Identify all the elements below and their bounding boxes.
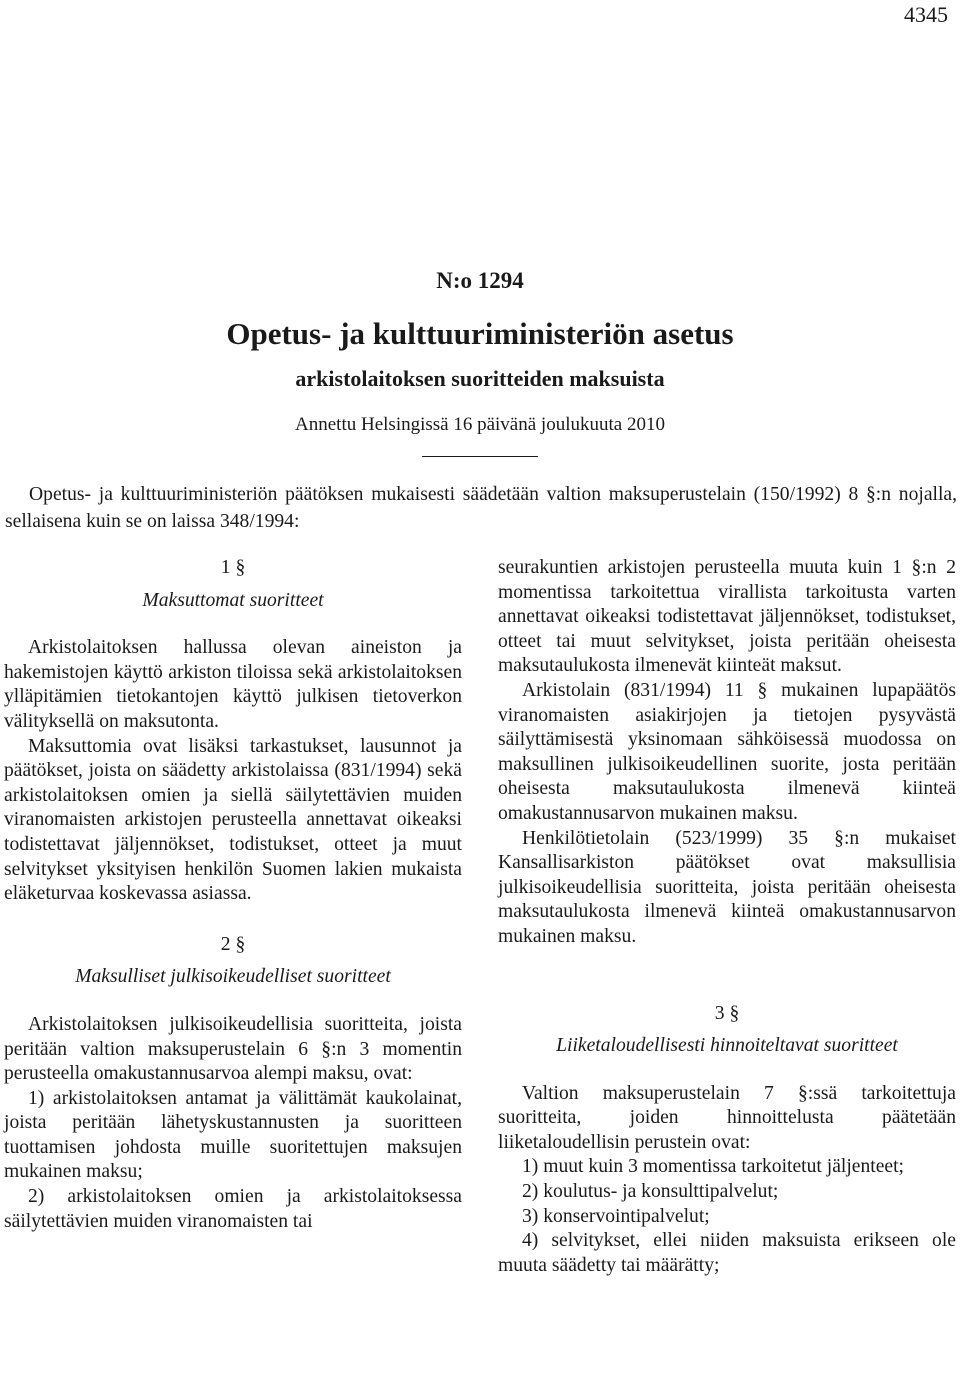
section-3-item-1: 1) muut kuin 3 momentissa tarkoitetut jäljenteet; — [522, 1156, 905, 1178]
section-3-item-3: 3) konservointipalvelut; — [522, 1205, 710, 1227]
section-1-heading: Maksuttomat suoritteet — [142, 589, 324, 611]
section-3-number: 3 § — [714, 1002, 740, 1024]
section-gap — [4, 907, 462, 933]
document-title: Opetus- ja kulttuuriministeriön asetus — [226, 316, 734, 351]
section-3-intro: Valtion maksuperustelain 7 §:ssä tarkoitettuja suoritteita, joiden hinnoittelusta päätetään liiketaloudellisin perustein ovat: — [498, 1082, 956, 1153]
page-number: 4345 — [904, 2, 948, 27]
section-2-intro: Arkistolaitoksen julkisoikeudellisia suoritteita, joista peritään valtion maksuperustelain 6 §:n 3 momentin perusteella omakustannusarvoa alempi maksu, ovat: — [4, 1013, 462, 1085]
section-2-paragraph-2: Arkistolain (831/1994) 11 § mukainen lupapäätös viranomaisten asiakirjojen ja tietojen pysyvästä säilyttämisestä yksinomaan sähköisessä muodossa on maksullinen julkisoikeudellinen suorite, josta peritään oheisesta maksutaulukosta ilmenevä kiinteä omakustannusarvon mukainen maksu. — [498, 679, 956, 824]
preamble — [5, 481, 957, 535]
title-divider — [422, 456, 538, 457]
section-2-number: 2 § — [220, 933, 246, 955]
section-1-paragraph-2: Maksuttomia ovat lisäksi tarkastukset, lausunnot ja päätökset, joista on säädetty arkistolaissa (831/1994) sekä arkistolaitoksen omien ja siellä säilytettävien muiden viranomaisten arkistojen perusteella annettavat oikeaksi todistettavat jäljennökset, todistukset, otteet ja muut selvitykset yksityisen henkilön Suomen lakien mukaista eläketurvaa koskevassa asiassa. — [4, 735, 462, 905]
section-3-item-2: 2) koulutus- ja konsulttipalvelut; — [522, 1181, 779, 1203]
section-2-paragraph-3: Henkilötietolain (523/1999) 35 §:n mukaiset Kansallisarkiston päätökset ovat maksullisia julkisoikeudellisia suoritteita, joista peritään oheisesta maksutaulukosta ilmenevä kiinteä omakustannusarvon mukainen maksu. — [498, 827, 956, 947]
section-1-paragraph-1: Arkistolaitoksen hallussa olevan aineiston ja hakemistojen käyttö arkiston tiloissa sekä arkistolaitoksen ylläpitämien tietokantojen käyttö julkisen tietoverkon välityksellä on maksutonta. — [4, 637, 462, 732]
section-3-item-4: 4) selvitykset, ellei niiden maksuista erikseen ole muuta säädetty tai määrätty; — [498, 1230, 956, 1276]
right-column — [498, 556, 956, 1278]
section-2-item-2: 2) arkistolaitoksen omien ja arkistolaitoksessa säilytettävien muiden viranomaisten tai — [4, 1186, 462, 1232]
section-gap — [498, 950, 956, 1002]
section-2-heading: Maksulliset julkisoikeudelliset suoritteet — [75, 966, 391, 988]
act-number: N:o 1294 — [436, 268, 524, 293]
document-subtitle: arkistolaitoksen suoritteiden maksuista — [295, 366, 665, 391]
preamble-text: Opetus- ja kulttuuriministeriön päätöksen mukaisesti säädetään valtion maksuperustelain (150/1992) 8 §:n nojalla, sellaisena kuin se on laissa 348/1994: — [5, 484, 957, 532]
issued-date-line: Annettu Helsingissä 16 päivänä joulukuuta 2010 — [295, 414, 665, 435]
section-1-number: 1 § — [220, 557, 246, 578]
section-2-item-1: 1) arkistolaitoksen antamat ja välittämät kaukolainat, joista peritään lähetyskustannusten ja suoritteen tuottamisen johdosta muille suoritettujen maksujen mukainen maksu; — [4, 1087, 462, 1183]
left-column — [4, 556, 462, 1234]
section-2-item-2-continued: seurakuntien arkistojen perusteella muuta kuin 1 §:n 2 momentissa tarkoitettua virallista tarkoitusta varten annettavat oikeaksi todistettavat jäljennökset, todistukset, otteet tai muut selvitykset, joista peritään oheisesta maksutaulukosta ilmenevät kiinteät maksut. — [498, 557, 956, 677]
section-3-heading: Liiketaloudellisesti hinnoiteltavat suoritteet — [556, 1035, 898, 1057]
